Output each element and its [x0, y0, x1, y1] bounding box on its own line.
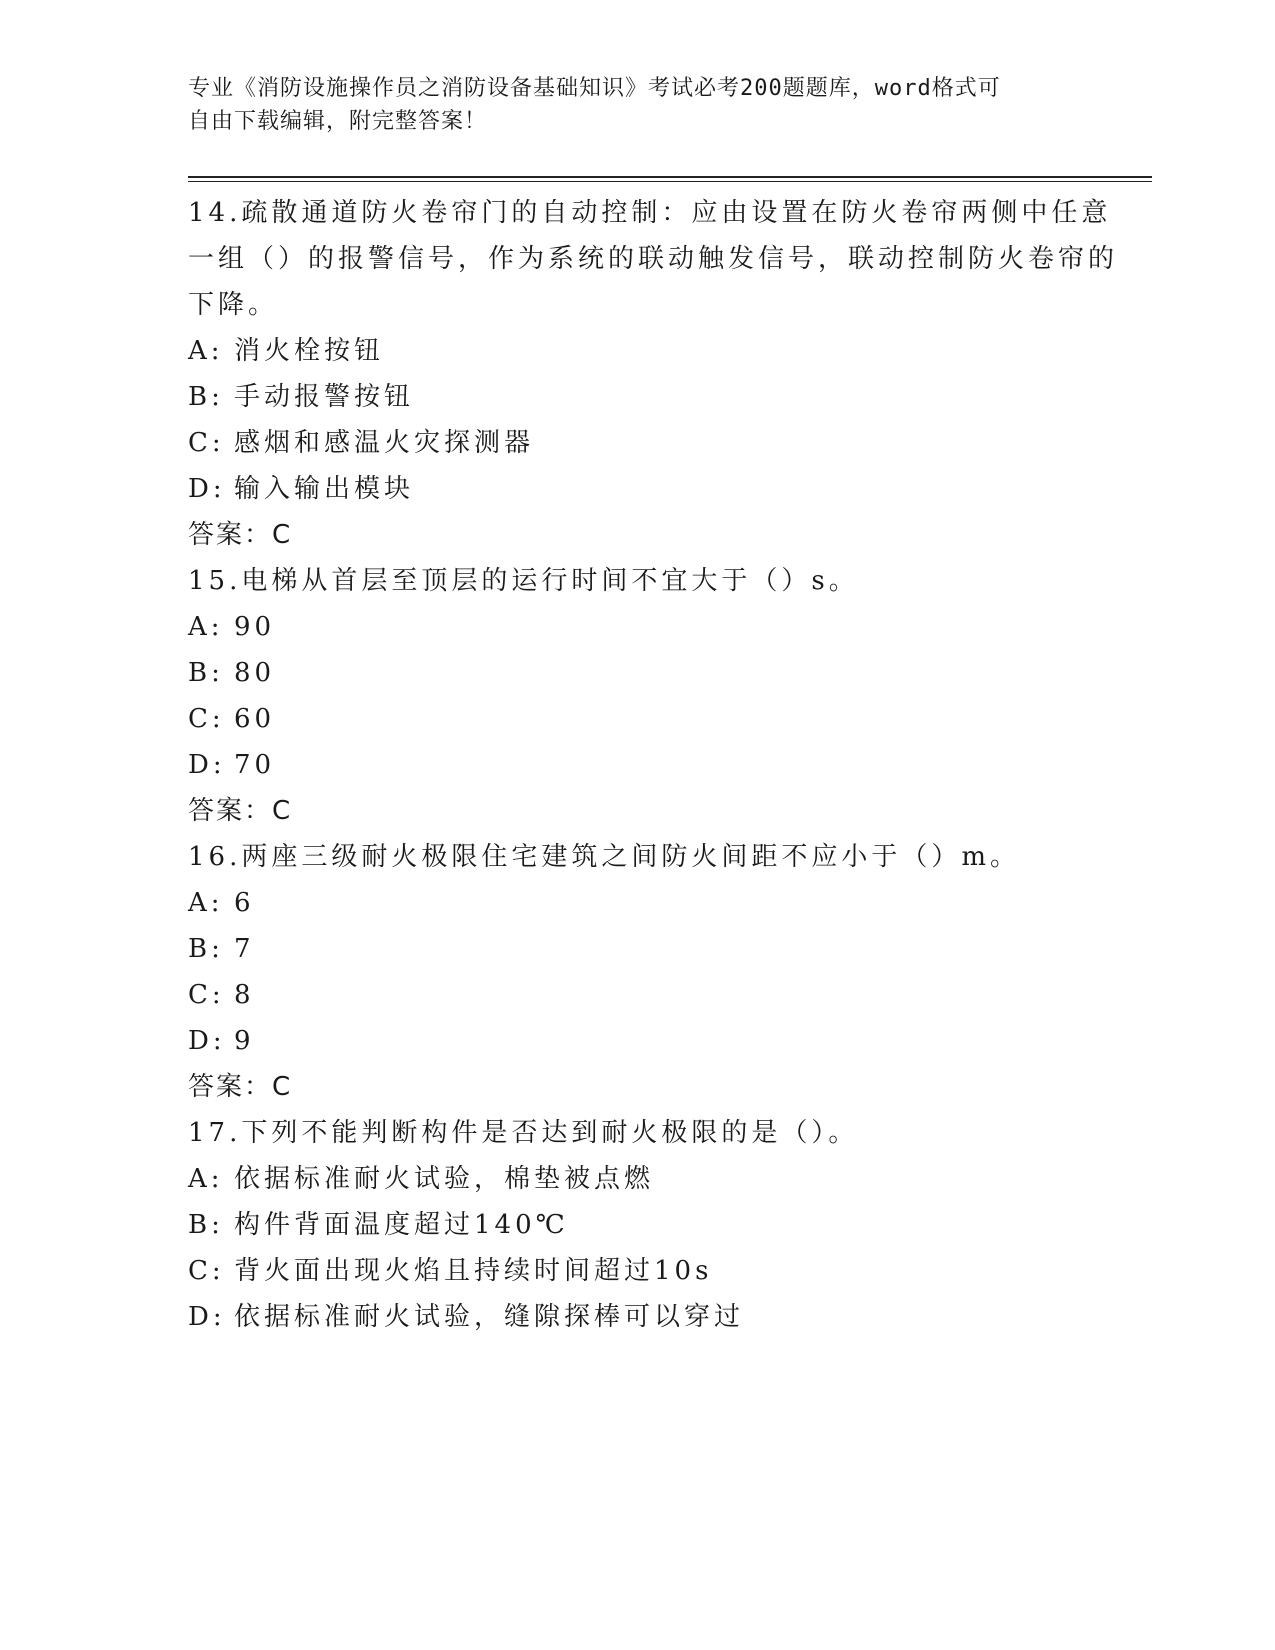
option-b — [188, 374, 1118, 420]
option-text: 消火栓按钮 — [234, 336, 385, 366]
option-d — [188, 1294, 1118, 1340]
question-stem: 14.疏散通道防火卷帘门的自动控制：应由设置在防火卷帘两侧中任意一组（）的报警信号，作为系统的联动触发信号，联动控制防火卷帘的下降。 — [188, 198, 1119, 320]
option-a — [188, 880, 1118, 926]
option-letter: A: — [188, 888, 224, 918]
option-text: 依据标准耐火试验，棉垫被点燃 — [234, 1164, 655, 1194]
option-c — [188, 696, 1118, 742]
option-letter: C: — [188, 1256, 225, 1286]
question-16 — [188, 834, 1118, 1110]
option-text: 7 — [234, 934, 255, 964]
option-text: 8 — [234, 980, 255, 1010]
option-letter: B: — [188, 934, 224, 964]
option-text: 手动报警按钮 — [234, 382, 415, 412]
option-b — [188, 926, 1118, 972]
option-text: 6 — [234, 888, 255, 918]
option-b — [188, 650, 1118, 696]
option-letter: A: — [188, 336, 224, 366]
answer-line: 答案：C — [188, 1072, 293, 1102]
option-letter: B: — [188, 1210, 224, 1240]
header-line-1: 专业《消防设施操作员之消防设备基础知识》考试必考200题题库，word格式可 — [188, 76, 1001, 101]
option-text: 背火面出现火焰且持续时间超过10s — [234, 1256, 713, 1286]
option-d — [188, 1018, 1118, 1064]
option-text: 60 — [234, 704, 276, 734]
question-list — [188, 190, 1118, 1340]
option-text: 70 — [234, 750, 276, 780]
option-letter: A: — [188, 1164, 224, 1194]
header-rule-thin — [188, 181, 1152, 182]
option-c — [188, 972, 1118, 1018]
question-stem: 15.电梯从首层至顶层的运行时间不宜大于（）s。 — [188, 566, 859, 596]
option-a — [188, 1156, 1118, 1202]
option-a — [188, 604, 1118, 650]
document-header — [188, 72, 1088, 138]
header-line-2: 自由下载编辑，附完整答案！ — [188, 109, 488, 134]
question-14 — [188, 190, 1118, 558]
answer-line: 答案：C — [188, 520, 293, 550]
answer-line: 答案：C — [188, 796, 293, 826]
question-17 — [188, 1110, 1118, 1340]
option-b — [188, 1202, 1118, 1248]
option-letter: B: — [188, 658, 224, 688]
option-d — [188, 466, 1118, 512]
option-letter: B: — [188, 382, 224, 412]
option-c — [188, 420, 1118, 466]
option-letter: D: — [188, 1302, 226, 1332]
question-stem: 17.下列不能判断构件是否达到耐火极限的是（）。 — [188, 1118, 859, 1148]
option-d — [188, 742, 1118, 788]
option-text: 构件背面温度超过140℃ — [234, 1210, 569, 1240]
option-letter: A: — [188, 612, 224, 642]
option-letter: C: — [188, 704, 225, 734]
option-text: 感烟和感温火灾探测器 — [234, 428, 535, 458]
question-stem: 16.两座三级耐火极限住宅建筑之间防火间距不应小于（）m。 — [188, 842, 1021, 872]
option-letter: D: — [188, 750, 226, 780]
option-letter: D: — [188, 474, 226, 504]
option-text: 依据标准耐火试验，缝隙探棒可以穿过 — [234, 1302, 745, 1332]
option-c — [188, 1248, 1118, 1294]
option-text: 90 — [234, 612, 276, 642]
option-text: 80 — [234, 658, 276, 688]
option-text: 9 — [234, 1026, 255, 1056]
option-letter: C: — [188, 428, 225, 458]
question-15 — [188, 558, 1118, 834]
option-letter: C: — [188, 980, 225, 1010]
header-rule-thick — [188, 176, 1152, 178]
option-a — [188, 328, 1118, 374]
option-text: 输入输出模块 — [234, 474, 415, 504]
option-letter: D: — [188, 1026, 226, 1056]
